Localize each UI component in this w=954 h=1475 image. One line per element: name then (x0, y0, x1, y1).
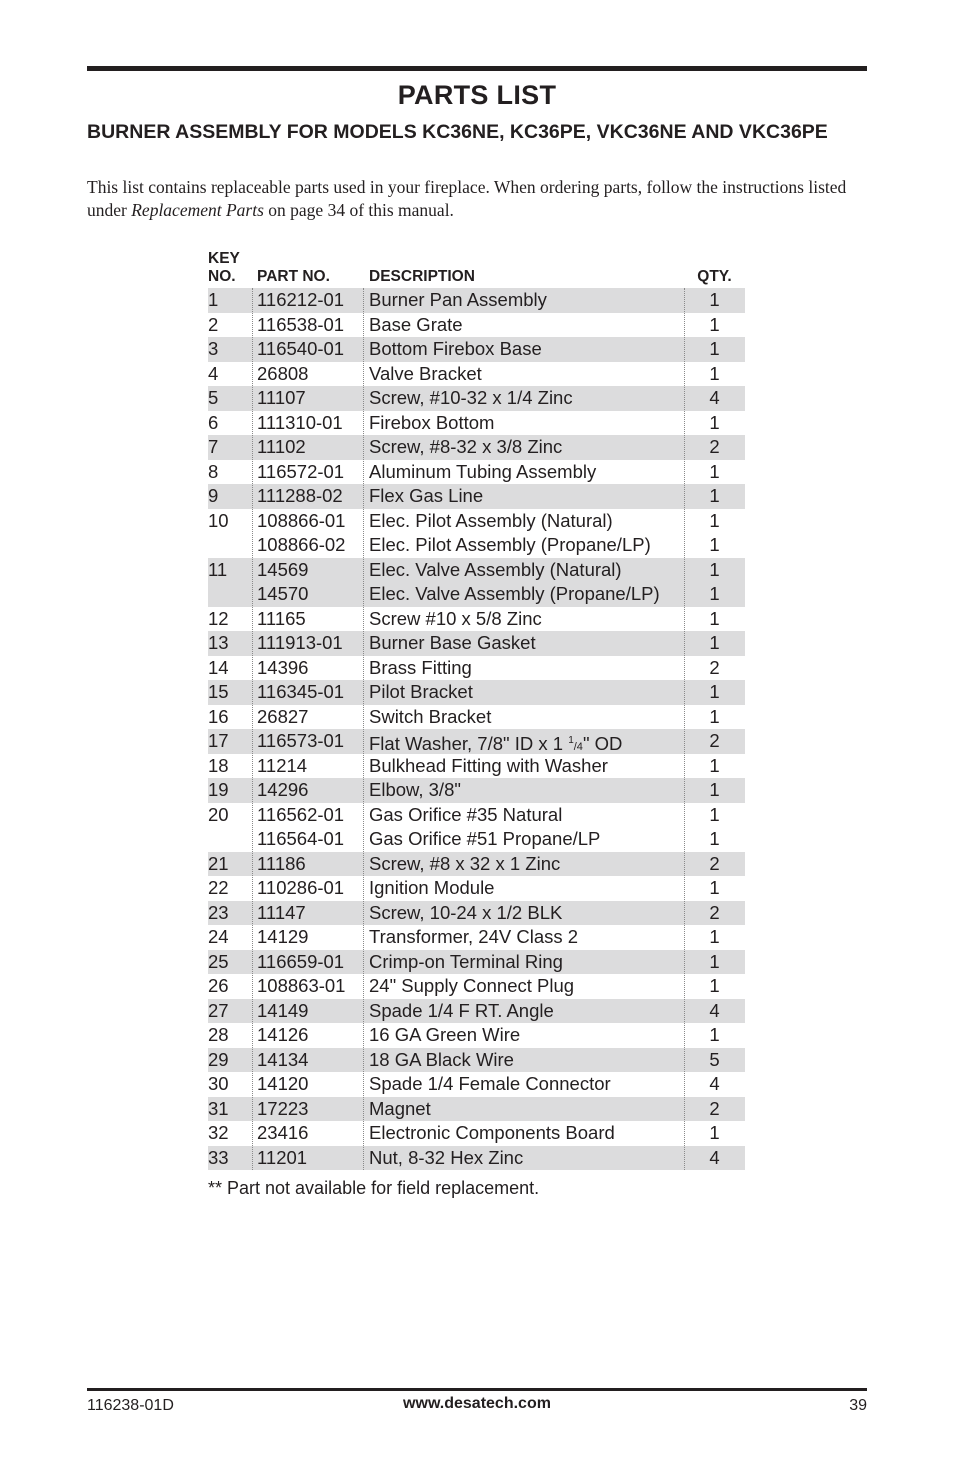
cell-qty: 4 (709, 1146, 720, 1168)
cell-key-no: 14 (208, 656, 229, 678)
cell-part-no: 111310-01 (257, 411, 343, 433)
header-description: DESCRIPTION (369, 268, 475, 285)
table-row (208, 1048, 745, 1073)
cell-description: 18 GA Black Wire (369, 1048, 514, 1070)
cell-qty: 1 (709, 460, 720, 482)
cell-part-no: 116345-01 (257, 681, 345, 702)
cell-key-no: 2 (208, 313, 219, 335)
table-row (208, 337, 745, 362)
cell-description: Gas Orifice #51 Propane/LP (369, 828, 601, 849)
table-row (208, 582, 745, 607)
table-row (208, 1146, 745, 1171)
cell-part-no: 108866-01 (257, 509, 346, 531)
table-row (208, 509, 745, 534)
cell-description: Firebox Bottom (369, 411, 495, 433)
cell-description: Elec. Valve Assembly (Propane/LP) (369, 583, 660, 604)
page-number: 39 (849, 1397, 867, 1414)
table-row (208, 656, 745, 681)
cell-description: Burner Pan Assembly (369, 289, 547, 310)
cell-qty: 1 (709, 803, 720, 825)
cell-part-no: 11102 (257, 436, 306, 457)
column-divider (363, 288, 364, 1170)
cell-qty: 1 (709, 583, 720, 604)
cell-key-no: 33 (208, 1146, 229, 1168)
header-part-no: PART NO. (257, 268, 330, 285)
description-tail: " OD (582, 733, 623, 754)
cell-qty: 2 (709, 730, 720, 751)
fraction-denominator: /4 (573, 741, 583, 753)
cell-description: Burner Base Gasket (369, 632, 536, 653)
table-row (208, 631, 745, 656)
cell-key-no: 11 (208, 558, 228, 580)
cell-qty: 1 (709, 926, 720, 947)
cell-key-no: 3 (208, 338, 219, 359)
table-row (208, 435, 745, 460)
cell-part-no: 116540-01 (257, 338, 345, 359)
cell-description: Ignition Module (369, 877, 495, 898)
cell-key-no: 29 (208, 1048, 229, 1070)
cell-description: Crimp-on Terminal Ring (369, 950, 563, 972)
cell-key-no: 15 (208, 681, 229, 702)
table-body (208, 288, 745, 1170)
cell-qty: 1 (709, 705, 720, 727)
table-row (208, 313, 745, 338)
bottom-rule (87, 1388, 867, 1391)
table-row (208, 974, 745, 999)
cell-qty: 2 (709, 1097, 720, 1119)
table-row (208, 925, 745, 950)
cell-part-no: 116212-01 (257, 289, 345, 310)
table-row (208, 876, 745, 901)
cell-key-no: 12 (208, 607, 229, 629)
cell-description: Elbow, 3/8" (369, 779, 461, 800)
cell-description: Gas Orifice #35 Natural (369, 803, 563, 825)
parts-table (208, 248, 745, 1170)
cell-qty: 1 (709, 877, 720, 898)
cell-key-no: 19 (208, 779, 229, 800)
section-subtitle: BURNER ASSEMBLY FOR MODELS KC36NE, KC36PE, VKC36NE AND VKC36PE (87, 121, 828, 143)
cell-key-no: 24 (208, 926, 229, 947)
cell-description: Elec. Pilot Assembly (Propane/LP) (369, 534, 651, 555)
cell-qty: 1 (709, 681, 720, 702)
cell-description: Magnet (369, 1097, 431, 1119)
cell-part-no: 11147 (257, 901, 306, 923)
table-row (208, 999, 745, 1024)
cell-part-no: 116659-01 (257, 950, 345, 972)
cell-description: Aluminum Tubing Assembly (369, 460, 597, 482)
cell-qty: 1 (709, 975, 720, 996)
cell-part-no: 17223 (257, 1097, 309, 1119)
cell-description: 16 GA Green Wire (369, 1024, 521, 1045)
cell-part-no: 26808 (257, 362, 309, 384)
cell-part-no: 14149 (257, 999, 309, 1021)
table-row (208, 411, 745, 436)
cell-description: Bottom Firebox Base (369, 338, 542, 359)
cell-key-no: 10 (208, 509, 229, 531)
table-row (208, 1097, 745, 1122)
header-key-line2: NO. (208, 268, 236, 285)
table-row (208, 386, 745, 411)
cell-qty: 1 (709, 828, 720, 849)
cell-description: Electronic Components Board (369, 1122, 615, 1143)
table-row (208, 754, 745, 779)
cell-description: Nut, 8-32 Hex Zinc (369, 1146, 524, 1168)
column-divider (252, 288, 253, 1170)
cell-qty: 1 (709, 485, 720, 506)
cell-part-no: 14396 (257, 656, 309, 678)
cell-key-no: 25 (208, 950, 229, 972)
cell-part-no: 111913-01 (257, 632, 343, 653)
cell-key-no: 4 (208, 362, 219, 384)
cell-key-no: 8 (208, 460, 219, 482)
fraction-numerator: 1 (568, 735, 574, 746)
cell-part-no: 26827 (257, 705, 309, 727)
cell-part-no: 108866-02 (257, 534, 346, 555)
cell-description: Elec. Valve Assembly (Natural) (369, 558, 622, 580)
cell-qty: 1 (709, 754, 720, 776)
cell-key-no: 1 (208, 289, 219, 310)
cell-part-no: 110286-01 (257, 877, 345, 898)
table-row (208, 558, 745, 583)
website-link[interactable]: www.desatech.com (403, 1395, 551, 1412)
cell-description: Screw, #8 x 32 x 1 Zinc (369, 852, 561, 874)
cell-qty: 1 (709, 1122, 720, 1143)
cell-qty: 1 (709, 509, 720, 531)
cell-qty: 1 (709, 779, 720, 800)
table-row (208, 607, 745, 632)
table-row (208, 827, 745, 852)
cell-key-no: 18 (208, 754, 229, 776)
cell-description: Transformer, 24V Class 2 (369, 926, 579, 947)
cell-key-no: 16 (208, 705, 229, 727)
cell-description: Screw #10 x 5/8 Zinc (369, 607, 542, 629)
cell-description: Spade 1/4 F RT. Angle (369, 999, 554, 1021)
cell-key-no: 9 (208, 485, 219, 506)
table-row (208, 729, 745, 754)
cell-part-no: 11201 (257, 1146, 308, 1168)
table-row (208, 1023, 745, 1048)
cell-description: Switch Bracket (369, 705, 492, 727)
cell-qty: 4 (709, 1073, 720, 1094)
table-row (208, 803, 745, 828)
table-row (208, 852, 745, 877)
table-row (208, 950, 745, 975)
header-qty: QTY. (697, 268, 732, 285)
cell-key-no: 7 (208, 436, 219, 457)
cell-description: Screw, #8-32 x 3/8 Zinc (369, 436, 563, 457)
cell-description: Flex Gas Line (369, 485, 484, 506)
cell-qty: 1 (709, 534, 720, 555)
header-key-line1: KEY (208, 250, 240, 267)
cell-key-no: 5 (208, 387, 219, 408)
cell-part-no: 11107 (257, 387, 306, 408)
intro-text-italic: Replacement Parts (131, 200, 264, 220)
cell-description: Spade 1/4 Female Connector (369, 1073, 611, 1094)
cell-key-no: 13 (208, 632, 229, 653)
cell-part-no: 14570 (257, 583, 309, 604)
cell-part-no: 14129 (257, 926, 309, 947)
cell-part-no: 14126 (257, 1024, 309, 1045)
cell-part-no: 23416 (257, 1122, 309, 1143)
footnote: ** Part not available for field replacement. (208, 1178, 540, 1198)
cell-description: Elec. Pilot Assembly (Natural) (369, 509, 613, 531)
table-header (208, 248, 745, 288)
table-row (208, 778, 745, 803)
intro-paragraph (87, 176, 877, 222)
table-row (208, 1072, 745, 1097)
table-row (208, 288, 745, 313)
table-row (208, 533, 745, 558)
cell-qty: 2 (709, 852, 720, 874)
cell-qty: 1 (709, 313, 720, 335)
cell-part-no: 11186 (257, 852, 306, 874)
cell-key-no: 21 (208, 852, 229, 874)
cell-qty: 1 (709, 607, 720, 629)
cell-qty: 4 (709, 387, 720, 408)
cell-part-no: 11165 (257, 607, 306, 629)
cell-key-no: 30 (208, 1073, 229, 1094)
cell-qty: 1 (709, 411, 720, 433)
cell-part-no: 14569 (257, 558, 309, 580)
cell-part-no: 14120 (257, 1073, 309, 1094)
cell-key-no: 26 (208, 975, 229, 996)
description-text: Flat Washer, 7/8" ID x 1 (369, 733, 569, 754)
cell-part-no: 14134 (257, 1048, 309, 1070)
cell-qty: 1 (709, 362, 720, 384)
cell-description: 24" Supply Connect Plug (369, 975, 575, 996)
table-row (208, 460, 745, 485)
cell-qty: 2 (709, 901, 720, 923)
cell-qty: 5 (709, 1048, 720, 1070)
cell-part-no: 116564-01 (257, 828, 345, 849)
table-row (208, 484, 745, 509)
cell-qty: 1 (709, 558, 720, 580)
cell-qty: 1 (709, 289, 720, 310)
page-title: PARTS LIST (397, 80, 557, 110)
table-row (208, 901, 745, 926)
cell-key-no: 6 (208, 411, 219, 433)
cell-key-no: 22 (208, 877, 229, 898)
cell-qty: 4 (709, 999, 720, 1021)
cell-key-no: 27 (208, 999, 229, 1021)
cell-part-no: 116562-01 (257, 803, 345, 825)
cell-description: Base Grate (369, 313, 463, 335)
cell-key-no: 20 (208, 803, 229, 825)
cell-key-no: 31 (208, 1097, 229, 1119)
cell-part-no: 111288-02 (257, 485, 343, 506)
table-row (208, 680, 745, 705)
cell-description: Valve Bracket (369, 362, 482, 384)
cell-description: Brass Fitting (369, 656, 472, 678)
intro-text-start: This list contains replaceable parts used in your fireplace. When ordering parts, follow the instructions listed under (87, 177, 847, 220)
cell-part-no: 108863-01 (257, 975, 346, 996)
header-key-no (208, 250, 240, 286)
cell-description: Screw, 10-24 x 1/2 BLK (369, 901, 563, 923)
cell-qty: 1 (709, 632, 720, 653)
cell-part-no: 116573-01 (257, 730, 345, 751)
cell-qty: 1 (709, 338, 720, 359)
cell-key-no: 23 (208, 901, 229, 923)
cell-key-no: 17 (208, 730, 229, 751)
document-number: 116238-01D (87, 1397, 174, 1414)
cell-description: Pilot Bracket (369, 681, 473, 702)
cell-qty: 1 (709, 1024, 720, 1045)
cell-qty: 2 (709, 436, 720, 457)
cell-key-no: 28 (208, 1024, 229, 1045)
table-row (208, 1121, 745, 1146)
cell-part-no: 11214 (257, 754, 308, 776)
column-divider (684, 288, 685, 1170)
cell-part-no: 14296 (257, 779, 309, 800)
cell-qty: 2 (709, 656, 720, 678)
cell-description: Bulkhead Fitting with Washer (369, 754, 608, 776)
table-row (208, 362, 745, 387)
cell-part-no: 116572-01 (257, 460, 345, 482)
table-row (208, 705, 745, 730)
top-rule (87, 66, 867, 71)
cell-part-no: 116538-01 (257, 313, 345, 335)
cell-key-no: 32 (208, 1122, 229, 1143)
cell-qty: 1 (709, 950, 720, 972)
intro-text-end: on page 34 of this manual. (263, 200, 454, 220)
cell-description: Screw, #10-32 x 1/4 Zinc (369, 387, 573, 408)
